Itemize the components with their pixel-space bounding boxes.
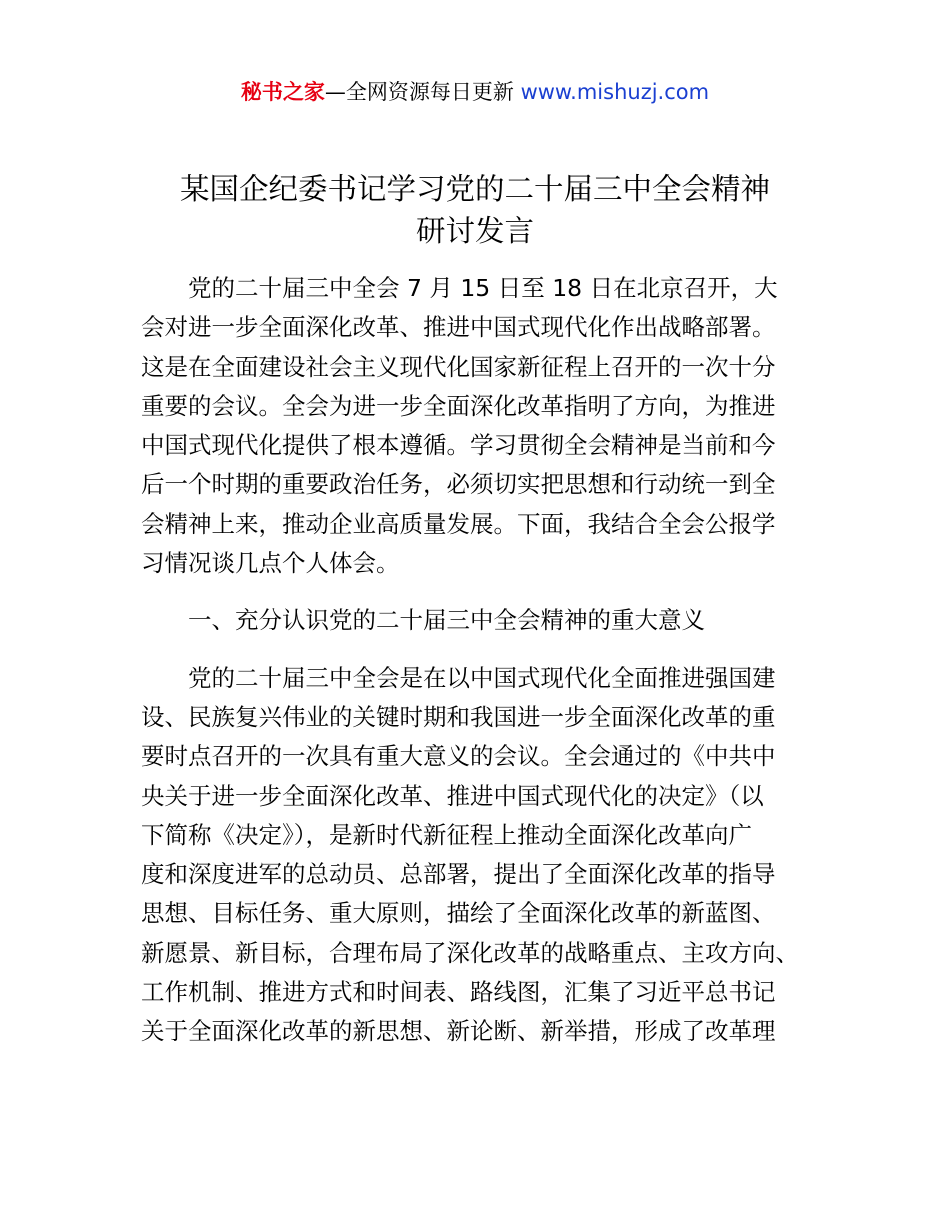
- paragraph-line: 会精神上来，推动企业高质量发展。下面，我结合全会公报学: [141, 509, 776, 538]
- paragraph-1: [141, 269, 821, 583]
- paragraph-line: 思想、目标任务、重大原则，描绘了全面深化改革的新蓝图、: [141, 899, 776, 928]
- paragraph-line: 下简称《决定》），是新时代新征程上推动全面深化改革向广: [141, 820, 752, 849]
- paragraph-line: 这是在全面建设社会主义现代化国家新征程上召开的一次十分: [141, 352, 776, 381]
- paragraph-line: 后一个时期的重要政治任务，必须切实把思想和行动统一到全: [141, 470, 776, 499]
- paragraph-line: 要时点召开的一次具有重大意义的会议。全会通过的《中共中: [141, 742, 776, 771]
- paragraph-line: 中国式现代化提供了根本遵循。学习贯彻全会精神是当前和今: [141, 431, 776, 460]
- title-line-2: 研讨发言: [415, 214, 534, 248]
- paragraph-line: 关于全面深化改革的新思想、新论断、新举措，形成了改革理: [141, 1017, 776, 1046]
- paragraph-line: 习情况谈几点个人体会。: [141, 549, 400, 578]
- site-header: [0, 76, 950, 108]
- site-brand: 秘书之家: [240, 80, 325, 104]
- paragraph-line: 新愿景、新目标，合理布局了深化改革的战略重点、主攻方向、: [141, 938, 799, 967]
- site-tagline: —全网资源每日更新: [324, 80, 521, 104]
- paragraph-2: [141, 659, 821, 1052]
- document-body: [141, 269, 821, 1052]
- section-heading-1: 一、充分认识党的二十届三中全会精神的重大意义: [188, 606, 705, 635]
- paragraph-line: 会对进一步全面深化改革、推进中国式现代化作出战略部署。: [141, 313, 776, 342]
- document-title: [0, 168, 950, 252]
- paragraph-line: 度和深度进军的总动员、总部署，提出了全面深化改革的指导: [141, 860, 776, 889]
- paragraph-line: 央关于进一步全面深化改革、推进中国式现代化的决定》（以: [141, 781, 764, 810]
- paragraph-line: 党的二十届三中全会是在以中国式现代化全面推进强国建: [188, 663, 776, 692]
- site-url-link[interactable]: www.mishuzj.com: [520, 80, 710, 104]
- paragraph-line: 党的二十届三中全会 7 月 15 日至 18 日在北京召开，大: [188, 274, 778, 302]
- paragraph-line: 工作机制、推进方式和时间表、路线图，汇集了习近平总书记: [141, 978, 776, 1007]
- paragraph-line: 重要的会议。全会为进一步全面深化改革指明了方向，为推进: [141, 391, 776, 420]
- title-line-1: 某国企纪委书记学习党的二十届三中全会精神: [179, 172, 770, 206]
- paragraph-line: 设、民族复兴伟业的关键时期和我国进一步全面深化改革的重: [141, 702, 776, 731]
